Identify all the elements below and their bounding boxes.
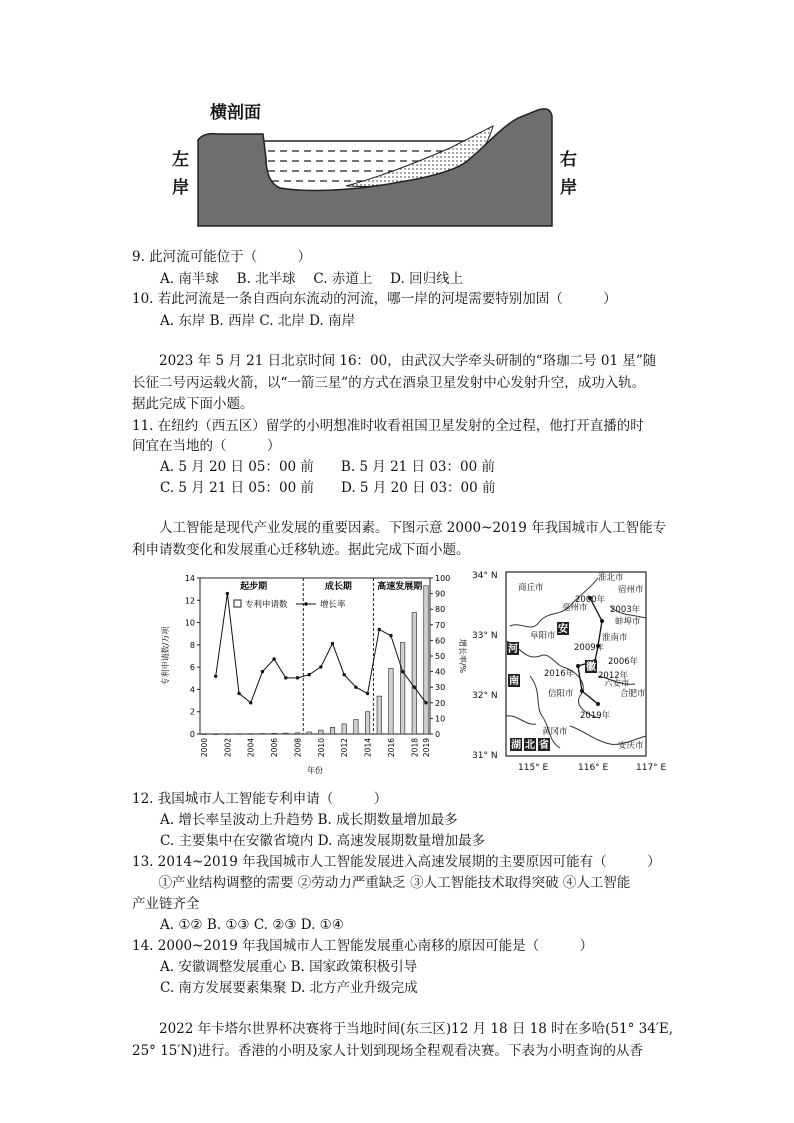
passage2-line-3: 据此完成下面小题。 bbox=[132, 396, 254, 412]
figure1-title: 横剖面 bbox=[210, 103, 261, 123]
growth-point-2008 bbox=[296, 676, 299, 679]
city-suzhou: 宿州市 bbox=[618, 585, 644, 595]
x-tick-label-2008: 2008 bbox=[293, 738, 303, 758]
x-tick-label-2019: 2019 bbox=[422, 738, 431, 758]
bar-2019 bbox=[424, 586, 429, 734]
bar-2007 bbox=[284, 733, 289, 734]
left-bank-char-1: 左 bbox=[172, 150, 189, 170]
bar-2016 bbox=[389, 668, 394, 734]
q10-stem: 10. 若此河流是一条自西向东流动的河流，哪一岸的河堤需要特别加固（ ） bbox=[132, 291, 617, 307]
city-anqing: 安庆市 bbox=[618, 741, 644, 751]
x-tick-label-2016: 2016 bbox=[386, 738, 396, 758]
bar-2002 bbox=[225, 734, 230, 735]
x-tick-label-2006: 2006 bbox=[270, 738, 280, 758]
phase-label-0: 起步期 bbox=[240, 582, 268, 592]
city-huainan: 淮南市 bbox=[602, 633, 628, 643]
y2-tick-label-20: 20 bbox=[435, 698, 446, 708]
y2-tick-label-80: 80 bbox=[435, 605, 446, 615]
lat-33: 33° N bbox=[472, 631, 498, 641]
year-2016: 2016年 bbox=[544, 669, 575, 679]
city-bengbu: 蚌埠市 bbox=[615, 617, 641, 627]
y-tick-label-10: 10 bbox=[184, 618, 195, 628]
y-tick-label-4: 4 bbox=[189, 685, 195, 695]
right-bank-char-2: 岸 bbox=[560, 178, 577, 198]
x-tick-label-2012: 2012 bbox=[340, 738, 350, 758]
x-axis-label: 年份 bbox=[307, 766, 323, 775]
q14-options-2: C. 南方发展要素集聚 D. 北方产业升级完成 bbox=[160, 980, 418, 996]
x-tick-label-2000: 2000 bbox=[200, 738, 209, 758]
year-2009: 2009年 bbox=[574, 643, 605, 653]
bar-2013 bbox=[354, 720, 359, 734]
q9-options: A. 南半球 B. 北半球 C. 赤道上 D. 回归线上 bbox=[160, 271, 464, 287]
trajectory-map bbox=[470, 566, 670, 778]
lat-31: 31° N bbox=[472, 751, 498, 761]
city-xinyang: 信阳市 bbox=[548, 689, 574, 699]
growth-point-2006 bbox=[272, 657, 275, 660]
legend-line-marker bbox=[304, 602, 307, 605]
y2-tick-label-10: 10 bbox=[435, 714, 446, 724]
y2-tick-label-30: 30 bbox=[435, 683, 446, 693]
growth-point-2015 bbox=[378, 628, 381, 631]
bar-2017 bbox=[400, 643, 405, 734]
province-char-hui: 徽 bbox=[586, 662, 596, 673]
bar-2001 bbox=[213, 734, 218, 735]
bar-2012 bbox=[342, 724, 347, 734]
y2-tick-label-0: 0 bbox=[435, 730, 441, 739]
q11-stem-line-1: 11. 在纽约（西五区）留学的小明想准时收看祖国卫星发射的全过程，他打开直播的时 bbox=[132, 418, 644, 434]
phase-label-2: 高速发展期 bbox=[377, 582, 423, 592]
y-tick-label-14: 14 bbox=[184, 574, 195, 583]
growth-point-2019 bbox=[424, 701, 427, 704]
left-bank-char-2: 岸 bbox=[172, 178, 189, 198]
year-2003: 2003年 bbox=[610, 605, 641, 615]
growth-point-2001 bbox=[214, 675, 217, 678]
y2-tick-label-70: 70 bbox=[435, 620, 446, 630]
province-char-he: 河 bbox=[508, 644, 518, 655]
city-huaibei: 淮北市 bbox=[598, 573, 624, 583]
x-tick-label-2018: 2018 bbox=[410, 738, 420, 758]
province-char-nan: 南 bbox=[509, 676, 519, 687]
q12-stem: 12. 我国城市人工智能专利申请（ ） bbox=[132, 791, 388, 807]
year-2019: 2019年 bbox=[580, 711, 611, 721]
y-tick-label-2: 2 bbox=[189, 707, 195, 717]
legend-bar-label: 专利申请数 bbox=[245, 600, 288, 610]
y2-tick-label-50: 50 bbox=[435, 652, 446, 661]
growth-point-2002 bbox=[226, 592, 229, 595]
growth-point-2012 bbox=[343, 673, 346, 676]
province-char-hu: 湖 bbox=[511, 740, 521, 751]
bar-2018 bbox=[412, 613, 417, 734]
passage4-line-1: 2022 年卡塔尔世界杯决赛将于当地时间(东三区)12 月 18 日 18 时在多哈(51° 34′E, bbox=[132, 1021, 674, 1037]
lon-116: 116° E bbox=[578, 763, 609, 773]
province-char-sheng: 省 bbox=[539, 740, 549, 751]
bar-2010 bbox=[319, 730, 324, 734]
y2-tick-label-60: 60 bbox=[435, 636, 446, 646]
growth-point-2007 bbox=[284, 676, 287, 679]
q13-stem: 13. 2014~2019 年我国城市人工智能发展进入高速发展期的主要原因可能有（ ） bbox=[132, 854, 661, 870]
bar-2015 bbox=[377, 696, 382, 734]
passage4-line-2: 25° 15′N)进行。香港的小明及家人计划到现场全程观看决赛。下表为小明查询的从香 bbox=[132, 1043, 644, 1059]
q10-options: A. 东岸 B. 西岸 C. 北岸 D. 南岸 bbox=[160, 313, 356, 329]
passage3-line-1: 人工智能是现代产业发展的重要因素。下图示意 2000~2019 年我国城市人工智能专 bbox=[132, 520, 667, 536]
city-shangqiu: 商丘市 bbox=[518, 583, 544, 593]
bar-2008 bbox=[295, 733, 300, 734]
bar-2005 bbox=[260, 734, 265, 735]
bar-2004 bbox=[248, 734, 253, 735]
year-2012: 2012年 bbox=[598, 671, 629, 681]
riverbed-ground bbox=[198, 109, 552, 226]
bar-2011 bbox=[330, 727, 335, 734]
province-char-bei: 北 bbox=[525, 740, 535, 751]
q12-options-2: C. 主要集中在安徽省境内 D. 高速发展期数量增加最多 bbox=[160, 833, 486, 849]
growth-point-2016 bbox=[389, 634, 392, 637]
bar-2006 bbox=[272, 733, 277, 734]
y-tick-label-0: 0 bbox=[189, 730, 195, 739]
x-tick-label-2002: 2002 bbox=[223, 738, 233, 758]
q14-options-1: A. 安徽调整发展重心 B. 国家政策积极引导 bbox=[160, 959, 418, 975]
y-axis-label: 专利申请数/万项 bbox=[161, 626, 170, 686]
growth-point-2011 bbox=[331, 642, 334, 645]
growth-point-2005 bbox=[261, 670, 264, 673]
city-luan: 六安市 bbox=[604, 679, 630, 689]
passage2-line-1: 2023 年 5 月 21 日北京时间 16：00，由武汉大学牵头研制的“珞珈二号 01 星”随 bbox=[132, 353, 657, 369]
growth-point-2013 bbox=[354, 686, 357, 689]
legend-line-label: 增长率 bbox=[320, 600, 346, 610]
q13-options: A. ①② B. ①③ C. ②③ D. ①④ bbox=[160, 917, 344, 933]
bar-2000 bbox=[202, 734, 207, 735]
phase-label-1: 成长期 bbox=[324, 582, 352, 592]
y-tick-label-8: 8 bbox=[189, 640, 195, 650]
bar-2009 bbox=[307, 732, 312, 734]
y-tick-label-6: 6 bbox=[189, 663, 195, 673]
province-char-an: 安 bbox=[558, 624, 568, 635]
year-2006: 2006年 bbox=[608, 657, 639, 667]
q13-items-1: ①产业结构调整的需要 ②劳动力严重缺乏 ③人工智能技术取得突破 ④人工智能 bbox=[145, 875, 631, 891]
q13-items-2: 产业链齐全 bbox=[132, 896, 200, 912]
x-tick-label-2004: 2004 bbox=[246, 738, 256, 758]
growth-point-2004 bbox=[249, 701, 252, 704]
growth-point-2017 bbox=[401, 670, 404, 673]
legend-bar-swatch bbox=[234, 600, 241, 607]
growth-point-2018 bbox=[413, 686, 416, 689]
right-bank-char-1: 右 bbox=[560, 150, 577, 170]
y2-tick-label-40: 40 bbox=[435, 667, 446, 677]
passage3-line-2: 利申请数变化和发展重心迁移轨迹。据此完成下面小题。 bbox=[132, 542, 470, 558]
bar-2003 bbox=[237, 734, 242, 735]
city-fuyang: 阜阳市 bbox=[530, 631, 556, 641]
y2-tick-label-100: 100 bbox=[435, 574, 451, 583]
q11-options-2: C. 5 月 21 日 05：00 前 D. 5 月 20 日 03：00 前 bbox=[160, 480, 496, 496]
lon-115: 115° E bbox=[518, 763, 549, 773]
y2-tick-label-90: 90 bbox=[435, 589, 446, 599]
growth-point-2014 bbox=[366, 692, 369, 695]
y2-axis-label: 增长率/% bbox=[458, 638, 467, 674]
patent-chart bbox=[158, 566, 468, 778]
city-hefei: 合肥市 bbox=[620, 689, 646, 699]
patent-chart-svg bbox=[158, 566, 468, 778]
q14-stem: 14. 2000~2019 年我国城市人工智能发展重心南移的原因可能是（ ） bbox=[132, 938, 594, 954]
lon-117: 117° E bbox=[636, 763, 667, 773]
city-huanggang: 黄冈市 bbox=[542, 727, 568, 737]
x-tick-label-2010: 2010 bbox=[316, 738, 326, 758]
y-tick-label-12: 12 bbox=[184, 596, 195, 606]
growth-point-2010 bbox=[319, 665, 322, 668]
year-2000: 2000年 bbox=[575, 595, 606, 605]
q11-options-1: A. 5 月 20 日 05：00 前 B. 5 月 21 日 03：00 前 bbox=[160, 459, 495, 475]
lat-32: 32° N bbox=[472, 691, 498, 701]
cross-section-figure bbox=[168, 96, 608, 236]
q12-options-1: A. 增长率呈波动上升趋势 B. 成长期数量增加最多 bbox=[160, 812, 458, 828]
q11-stem-line-2: 间宜在当地的（ ） bbox=[132, 438, 281, 454]
growth-point-2009 bbox=[307, 673, 310, 676]
passage2-line-2: 长征二号丙运载火箭，以“一箭三星”的方式在酒泉卫星发射中心发射升空，成功入轨。 bbox=[132, 375, 646, 391]
x-tick-label-2014: 2014 bbox=[363, 738, 373, 758]
city-bozhou: 亳州市 bbox=[562, 603, 588, 613]
q9-stem: 9. 此河流可能位于（ ） bbox=[132, 249, 312, 265]
bar-2014 bbox=[365, 712, 370, 734]
lat-34: 34° N bbox=[472, 571, 498, 581]
growth-point-2003 bbox=[237, 692, 240, 695]
